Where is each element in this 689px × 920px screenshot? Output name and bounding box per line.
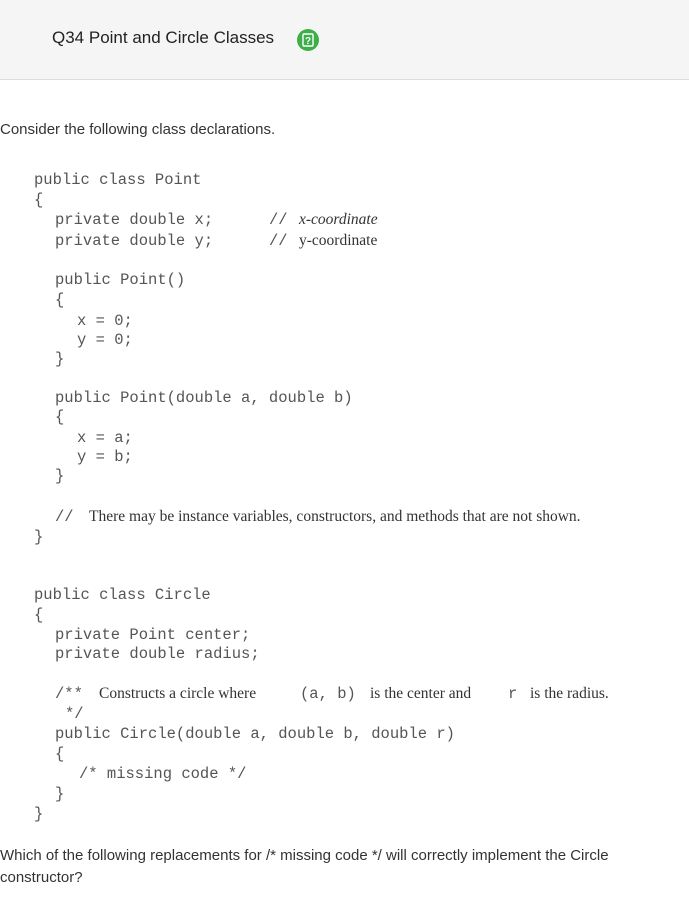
svg-text:?: ? xyxy=(304,36,312,47)
comment-marker: /** xyxy=(55,685,83,703)
code-comment: is the radius. xyxy=(530,685,609,702)
code-line: private double y; xyxy=(55,232,214,250)
code-line: } xyxy=(34,805,44,823)
code-line: private Point center; xyxy=(55,626,251,644)
code-line: } xyxy=(55,785,65,803)
code-line: } xyxy=(34,528,44,546)
code-line: { xyxy=(55,745,65,763)
comment-marker: // xyxy=(55,508,74,526)
code-line: { xyxy=(34,191,44,209)
question-header xyxy=(0,0,689,80)
code-line: public class Circle xyxy=(34,586,211,604)
intro-text: Consider the following class declarations. xyxy=(0,121,276,138)
code-line: /* missing code */ xyxy=(79,765,247,783)
code-comment: r xyxy=(508,685,518,703)
code-line: public Point(double a, double b) xyxy=(55,389,353,407)
code-line: y = b; xyxy=(77,448,133,466)
code-line: { xyxy=(55,291,65,309)
code-line: } xyxy=(55,467,65,485)
code-line: { xyxy=(34,606,44,624)
code-line: } xyxy=(55,350,65,368)
code-line: public Circle(double a, double b, double r) xyxy=(55,725,455,743)
code-comment: Constructs a circle where xyxy=(99,685,257,702)
code-line: */ xyxy=(65,705,84,723)
code-line: public class Point xyxy=(34,171,202,189)
comment-marker: // xyxy=(269,232,288,250)
code-comment: (a, b) xyxy=(300,685,356,703)
code-comment: y-coordinate xyxy=(299,232,378,249)
question-title: Q34 Point and Circle Classes xyxy=(52,28,275,47)
code-line: private double x; xyxy=(55,211,214,229)
code-comment: is the center and xyxy=(370,685,472,702)
code-line: { xyxy=(55,408,65,426)
question-mark-icon[interactable] xyxy=(297,29,319,51)
code-line: private double radius; xyxy=(55,645,260,663)
question-text: Which of the following replacements for /* missing code */ will correctly implement the Circle constructor? xyxy=(0,847,609,886)
code-comment: x-coordinate xyxy=(299,211,378,228)
code-line: x = 0; xyxy=(77,312,133,330)
code-comment: There may be instance variables, constructors, and methods that are not shown. xyxy=(89,508,581,525)
comment-marker: // xyxy=(269,211,288,229)
code-line: public Point() xyxy=(55,271,186,289)
code-line: y = 0; xyxy=(77,331,133,349)
code-line: x = a; xyxy=(77,429,133,447)
